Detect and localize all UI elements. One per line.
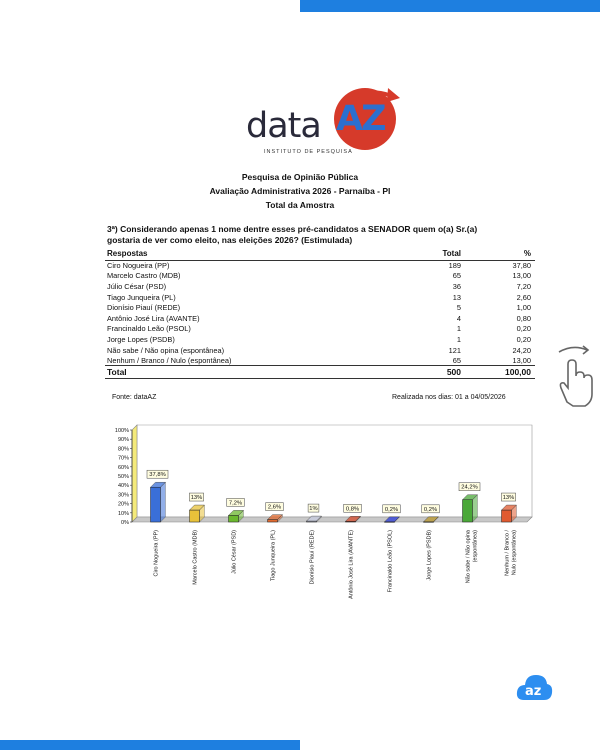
data-label: 1% [309, 506, 318, 513]
data-label: 7,2% [228, 500, 243, 507]
y-tick-label: 10% [117, 510, 129, 517]
row-total: 65 [452, 355, 461, 365]
y-tick-label: 90% [117, 437, 129, 444]
row-total: 121 [448, 345, 461, 355]
table-row [105, 292, 535, 303]
category-label: Nenhum / Branco / [504, 530, 511, 576]
table-header-row [105, 248, 535, 260]
category-label: Marcelo Castro (MDB) [192, 530, 199, 585]
table-row [105, 324, 535, 335]
row-total: 13 [452, 292, 461, 302]
row-name: Nenhum / Branco / Nulo (espontânea) [107, 355, 232, 365]
question-text: 3ª) Considerando apenas 1 nome dentre esses pré-candidatos a SENADOR quem o(a) Sr.(a) gostaria de ver como eleito, nas eleições 2026? (Estimulada) [107, 224, 478, 245]
header-line3: Total da Amostra [265, 200, 335, 210]
bar [190, 510, 200, 522]
category-label: Tiago Junqueira (PL) [270, 530, 277, 582]
row-name: Marcelo Castro (MDB) [107, 271, 181, 281]
data-label: 0,8% [345, 506, 360, 513]
row-name: Francinaldo Leão (PSOL) [107, 324, 191, 334]
table-row [105, 302, 535, 313]
header-line2: Avaliação Administrativa 2026 - Parnaíba - PI [209, 186, 391, 196]
row-name: Dionísio Piauí (REDE) [107, 303, 181, 313]
chart-side-wall [132, 425, 137, 522]
category-label: Francinaldo Leão (PSOL) [387, 530, 394, 593]
table-total-row [105, 366, 535, 379]
logo-brand-part2: AZ [336, 99, 385, 139]
row-name: Júlio César (PSD) [107, 281, 167, 291]
category-label: Nulo (espontânea) [511, 530, 518, 576]
date-note: Realizada nos dias: 01 a 04/05/2026 [392, 394, 506, 401]
table-row [105, 271, 535, 282]
bar-side-face [161, 482, 166, 522]
row-pct: 0,80 [516, 313, 531, 323]
category-label: (espontânea) [472, 530, 479, 563]
results-table [105, 248, 535, 379]
data-label: 0,2% [423, 506, 438, 513]
row-pct: 1,00 [516, 303, 531, 313]
source-note: Fonte: dataAZ [112, 394, 157, 401]
row-pct: 24,20 [512, 345, 531, 355]
row-total: 65 [452, 271, 461, 281]
y-tick-label: 80% [117, 446, 129, 453]
row-pct: 37,80 [512, 261, 531, 271]
col-header-respostas: Respostas [105, 248, 405, 260]
bar [151, 487, 161, 522]
table-row [105, 345, 535, 356]
table-row [105, 260, 535, 271]
row-name: Tiago Junqueira (PL) [107, 292, 176, 302]
bar [268, 520, 278, 522]
data-label: 24,2% [461, 484, 478, 491]
bar [229, 515, 239, 522]
bottom-accent-bar [0, 740, 300, 750]
col-header-total: Total [405, 248, 465, 260]
y-tick-label: 50% [117, 474, 129, 480]
row-pct: 2,60 [516, 292, 531, 302]
row-name: Ciro Nogueira (PP) [107, 261, 170, 271]
row-pct: 0,20 [516, 324, 531, 334]
table-row [105, 281, 535, 292]
total-pct: 100,00 [465, 366, 535, 379]
category-label: Jorge Lopes (PSDB) [426, 530, 433, 581]
logo-tagline: INSTITUTO DE PESQUISA [264, 149, 353, 155]
table-row [105, 313, 535, 324]
y-tick-label: 70% [117, 455, 129, 462]
row-total: 5 [456, 303, 461, 313]
top-accent-bar [300, 0, 600, 12]
swipe-hand-icon [553, 340, 597, 410]
bar [463, 500, 473, 522]
table-row [105, 334, 535, 345]
y-tick-label: 60% [117, 464, 129, 471]
row-pct: 13,00 [512, 271, 531, 281]
row-total: 1 [456, 324, 461, 334]
bar-side-face [473, 495, 478, 522]
header-line1: Pesquisa de Opinião Pública [241, 172, 359, 182]
category-label: Ciro Nogueira (PP) [153, 530, 160, 577]
results-bar-chart [108, 420, 548, 615]
row-pct: 7,20 [516, 281, 531, 291]
data-label: 13% [190, 495, 203, 502]
data-label: 0,2% [384, 506, 399, 513]
category-label: Júlio César (PSD) [231, 530, 238, 575]
row-total: 4 [456, 313, 461, 323]
data-label: 13% [502, 495, 515, 502]
total-value: 500 [405, 366, 465, 379]
logo-brand-part1: data [246, 106, 321, 146]
category-label: Dionísio Piauí (REDE) [309, 530, 316, 585]
dataaz-badge-icon [516, 672, 553, 702]
y-tick-label: 20% [117, 501, 129, 508]
table-row [105, 355, 535, 366]
row-name: Antônio José Lira (AVANTE) [107, 313, 200, 323]
row-total: 189 [448, 261, 461, 271]
data-label: 37,8% [149, 472, 166, 479]
row-name: Jorge Lopes (PSDB) [107, 334, 175, 344]
row-total: 1 [456, 334, 461, 344]
svg-text:az: az [525, 684, 542, 699]
y-tick-label: 0% [121, 520, 129, 526]
total-label: Total [105, 366, 405, 379]
y-tick-label: 40% [117, 483, 129, 490]
row-pct: 0,20 [516, 334, 531, 344]
row-pct: 13,00 [512, 355, 531, 365]
dataaz-logo [244, 88, 404, 168]
data-label: 2,6% [267, 504, 282, 511]
y-tick-label: 100% [114, 428, 129, 434]
col-header-pct: % [465, 248, 535, 260]
category-label: Antônio José Lira (AVANTE) [348, 530, 355, 599]
row-total: 36 [452, 281, 461, 291]
bar [502, 510, 512, 522]
category-label: Não sabe / Não opina [465, 530, 472, 584]
y-tick-label: 30% [117, 492, 129, 499]
row-name: Não sabe / Não opina (espontânea) [107, 345, 225, 355]
